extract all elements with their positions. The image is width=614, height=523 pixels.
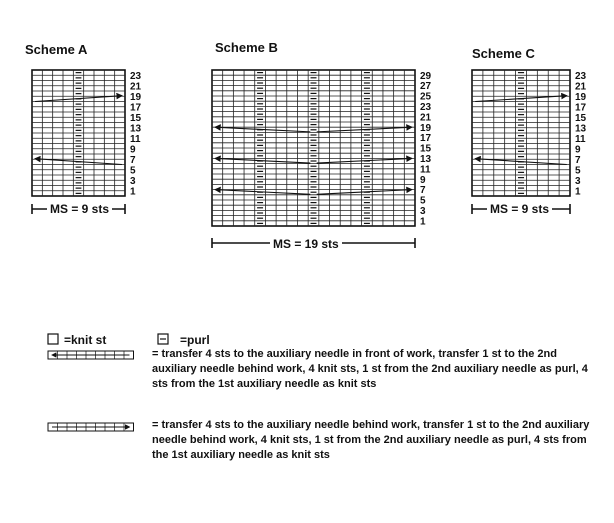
row-number: 7	[420, 185, 426, 197]
row-number: 29	[420, 70, 432, 82]
row-number: 9	[130, 144, 136, 156]
row-number: 23	[130, 70, 142, 82]
legend-cable-front-text: = transfer 4 sts to the auxiliary needle in front of work, transfer 1 st to the 2nd auxiliary needle behind work, 4 knit sts, 1 st from the 2nd auxiliary needle as purl, 4 sts from the 1st auxiliary needle as knit sts	[152, 348, 588, 390]
row-number: 23	[575, 70, 587, 82]
row-number: 1	[575, 186, 581, 198]
row-number: 1	[130, 186, 136, 198]
row-number: 15	[420, 143, 432, 155]
row-number: 9	[420, 174, 426, 186]
row-number: 21	[420, 112, 432, 124]
row-number: 15	[575, 112, 587, 124]
row-number: 3	[130, 175, 136, 187]
row-number: 13	[130, 123, 142, 135]
scheme-b-title: Scheme B	[215, 40, 278, 55]
row-number: 5	[130, 165, 136, 177]
scheme-a-ms-label: MS = 9 sts	[47, 202, 112, 216]
row-number: 3	[420, 206, 426, 218]
row-number: 19	[575, 91, 587, 103]
row-number: 1	[420, 216, 426, 228]
row-number: 5	[420, 195, 426, 207]
row-number: 9	[575, 144, 581, 156]
row-number: 7	[575, 154, 581, 166]
row-number: 25	[420, 91, 432, 103]
row-number: 13	[575, 123, 587, 135]
scheme-c-ms-label: MS = 9 sts	[487, 202, 552, 216]
scheme-c-title: Scheme C	[472, 46, 535, 61]
row-number: 11	[575, 133, 586, 145]
row-number: 19	[420, 122, 432, 134]
row-number: 7	[130, 154, 136, 166]
row-number: 3	[575, 175, 581, 187]
row-number: 27	[420, 81, 432, 93]
legend-purl-label: =purl	[180, 333, 210, 347]
row-number: 15	[130, 112, 142, 124]
legend-cable-back-text: = transfer 4 sts to the auxiliary needle behind work, transfer 1 st to the 2nd auxiliary needle behind work, 4 knit sts, 1 st from the 2nd auxiliary needle as purl, 4 sts from the 1st auxiliary needle as knit sts	[152, 419, 590, 461]
row-number: 19	[130, 91, 142, 103]
row-number: 21	[130, 81, 142, 93]
row-number: 21	[575, 81, 587, 93]
row-number: 11	[130, 133, 141, 145]
row-number: 23	[420, 102, 432, 114]
row-number: 13	[420, 154, 432, 166]
row-number: 17	[420, 133, 432, 145]
row-number: 5	[575, 165, 581, 177]
scheme-a-title: Scheme A	[25, 42, 88, 57]
legend-knit-label: =knit st	[64, 333, 107, 347]
scheme-b-ms-label: MS = 19 sts	[270, 237, 342, 251]
row-number: 11	[420, 164, 431, 176]
knit-symbol	[48, 334, 58, 344]
row-number: 17	[130, 102, 142, 114]
row-number: 17	[575, 102, 587, 114]
